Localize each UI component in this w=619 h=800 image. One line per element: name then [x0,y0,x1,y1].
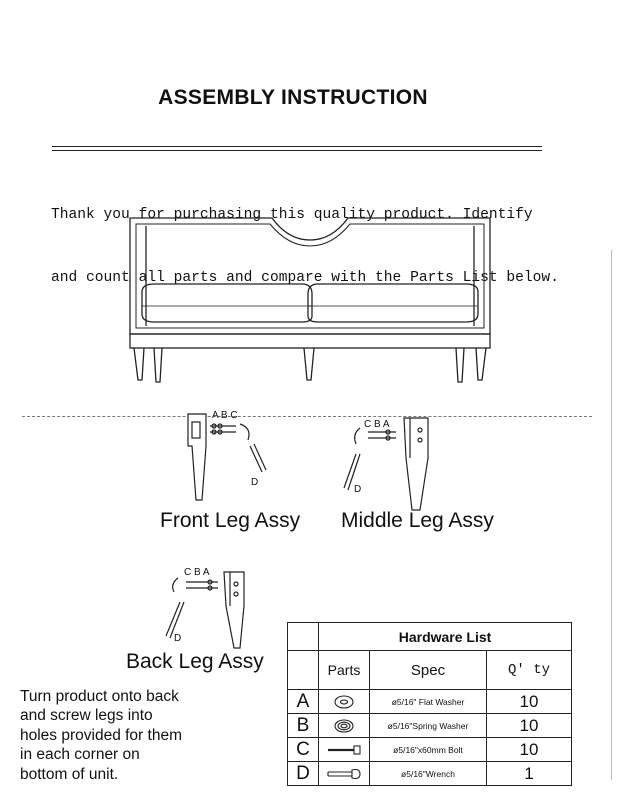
instruction-line: bottom of unit. [20,765,119,779]
front-leg-wrench-letter: D [251,477,259,488]
table-row [288,738,572,762]
back-leg-label: Back Leg Assy [126,650,264,673]
spring-washer-icon [319,714,370,738]
bolt-icon [319,738,370,762]
hardware-corner-cell [288,623,319,651]
parts-column-header: Parts [319,651,370,690]
back-leg-callout: C B A [184,567,210,578]
front-leg-callout: A B C [212,410,238,421]
divider-bottom [52,150,542,151]
part-qty: 10 [487,690,572,714]
part-spec: ø5/16" Flat Washer [370,690,487,714]
instruction-line: in each corner on [20,746,140,764]
part-letter: B [288,714,319,738]
spec-column-header: Spec [370,651,487,690]
dashed-separator [22,416,592,417]
instruction-line: holes provided for them [20,726,182,744]
part-qty: 10 [487,738,572,762]
part-letter: A [288,690,319,714]
middle-leg-callout: C B A [364,419,390,430]
back-leg-diagram [156,566,256,652]
part-qty: 1 [487,762,572,786]
middle-leg-wrench-letter: D [354,484,362,495]
part-letter: C [288,738,319,762]
part-qty: 10 [487,714,572,738]
part-spec: ø5/16"Wrench [370,762,487,786]
hardware-list-title: Hardware List [319,623,572,651]
intro-line-2: and count all parts and compare with the Parts List below. [51,270,559,286]
sofa-illustration [120,214,500,386]
margin-line [611,250,612,780]
part-spec: ø5/16"Spring Washer [370,714,487,738]
front-leg-diagram [178,410,274,505]
table-row [288,762,572,786]
assembly-instructions [20,687,260,779]
instruction-line: and screw legs into [20,707,153,725]
back-leg-wrench-letter: D [174,633,182,644]
middle-leg-diagram [340,414,440,514]
instruction-line: Turn product onto back [20,688,179,705]
table-row [288,690,572,714]
part-spec: ø5/16"x60mm Bolt [370,738,487,762]
qty-column-header: Q' ty [487,651,572,690]
middle-leg-label: Middle Leg Assy [341,509,494,532]
letter-column-header [288,651,319,690]
divider-top [52,146,542,147]
intro-line-1: Thank you for purchasing this quality product. Identify [51,207,533,223]
wrench-icon [319,762,370,786]
page-title: ASSEMBLY INSTRUCTION [158,86,428,109]
front-leg-label: Front Leg Assy [160,509,301,532]
flat-washer-icon [319,690,370,714]
hardware-list-table [287,622,572,786]
table-row [288,714,572,738]
part-letter: D [288,762,319,786]
